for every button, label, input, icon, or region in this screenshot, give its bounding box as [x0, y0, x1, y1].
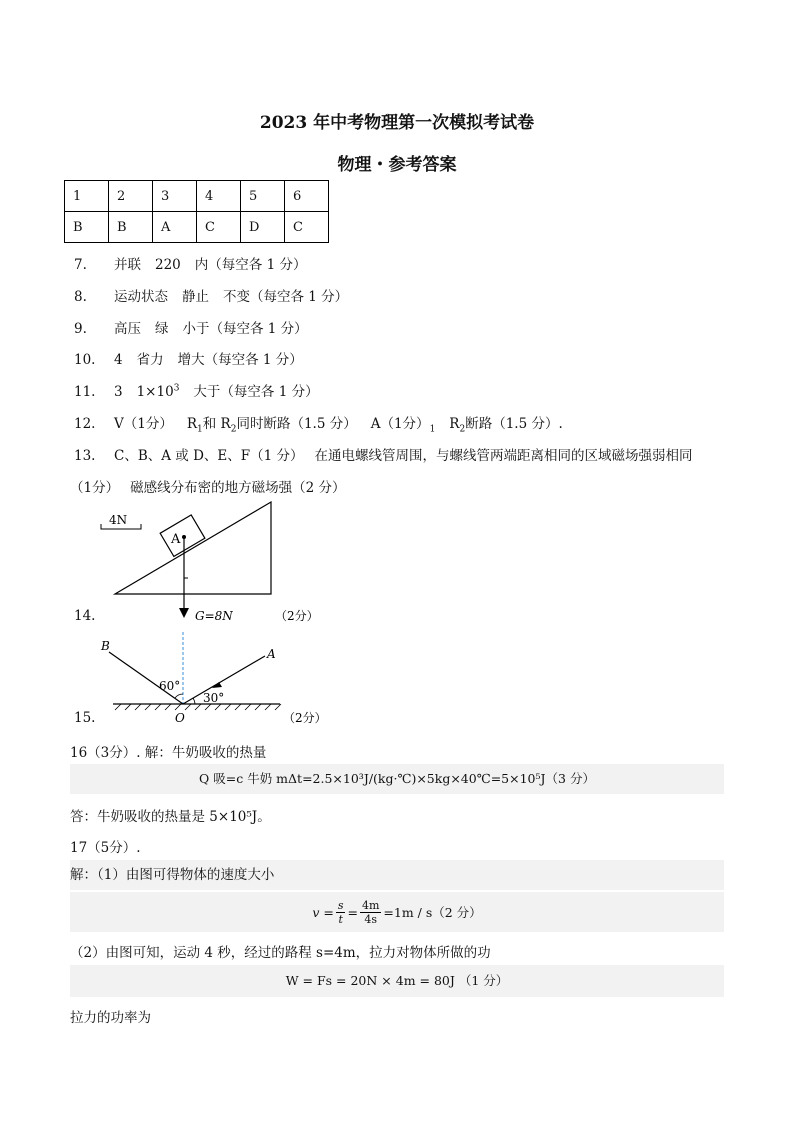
mirror-hatching — [115, 704, 281, 710]
table-cell: D — [241, 212, 285, 243]
q16-formula: Q 吸=c 牛奶 mΔt=2.5×10³J/(kg·℃)×5kg×40℃=5×10⁵J（3 分） — [70, 764, 724, 794]
answer-blank: 增大（每空各 1 分） — [177, 352, 303, 368]
exam-title: 2023 年中考物理第一次模拟考试卷 — [259, 113, 535, 133]
q17-solution-1: 解：（1）由图可得物体的速度大小 — [70, 860, 724, 890]
q16-heading: 16（3分）. 解：牛奶吸收的热量 — [70, 745, 267, 761]
answer-blank: 3 — [114, 384, 123, 400]
inclined-plane-diagram — [95, 498, 395, 628]
angle-30-label: 30° — [203, 691, 225, 705]
q17-heading: 17（5分）. — [70, 840, 141, 856]
subscript: 1 — [197, 424, 203, 435]
question-number: 8. — [74, 289, 87, 305]
answer-blank: 并联 — [114, 257, 141, 273]
answer-q12 — [74, 412, 563, 435]
angle-60-label: 60° — [159, 679, 181, 693]
table-cell: B — [109, 212, 153, 243]
incident-arrowhead — [212, 682, 222, 688]
question-number: 11. — [74, 384, 96, 400]
question-number: 13. — [74, 448, 96, 464]
answer-blank: 省力 — [136, 352, 164, 368]
answer-blank: 220 — [155, 257, 181, 273]
reflected-ray — [109, 652, 183, 704]
multiple-choice-answer-table — [64, 180, 329, 243]
table-cell: 2 — [109, 181, 153, 212]
block-label: A — [171, 532, 181, 547]
answer-q7 — [74, 253, 306, 273]
answer-blank: 1×10 — [136, 384, 174, 400]
answer-q8 — [74, 285, 348, 305]
numerator: 4m — [361, 898, 380, 912]
answer-text: R — [449, 416, 460, 432]
table-cell: 3 — [153, 181, 197, 212]
gravity-label: G=8N — [195, 609, 233, 623]
answer-blank: 不变（每空各 1 分） — [223, 289, 349, 305]
answer-blank: 4 — [114, 352, 123, 368]
table-row-answers — [65, 212, 329, 243]
answer-text: 和 R — [202, 416, 231, 432]
formula-text: =1m / s（2 分） — [383, 905, 482, 920]
answer-subtitle: 物理・参考答案 — [337, 155, 457, 175]
table-cell: 4 — [197, 181, 241, 212]
point-o-label: O — [175, 711, 185, 725]
answer-blank: 绿 — [155, 321, 169, 337]
table-cell: 6 — [285, 181, 329, 212]
answer-text: 同时断路（1.5 分） — [236, 416, 357, 432]
table-cell: C — [285, 212, 329, 243]
question-number: 10. — [74, 352, 96, 368]
answer-text: R — [186, 416, 198, 432]
denominator: 4s — [364, 912, 378, 926]
table-row-numbers — [65, 181, 329, 212]
table-cell: B — [65, 212, 109, 243]
point-b-label: B — [101, 639, 110, 653]
q16-answer: 答：牛奶吸收的热量是 5×10⁵J。 — [70, 809, 271, 825]
answer-blank: V（1分） — [114, 416, 173, 432]
answer-blank: 运动状态 — [114, 289, 168, 305]
angle-arc-60 — [175, 694, 183, 698]
subscript: 2 — [230, 424, 237, 435]
answer-blank: 静止 — [182, 289, 209, 305]
q17-velocity-formula — [70, 892, 724, 932]
answer-blank: 小于（每空各 1 分） — [182, 321, 308, 337]
question-number: 7. — [74, 257, 87, 273]
subscript: 1 — [429, 424, 436, 435]
answer-q13-line2: （1分） 磁感线分布密的地方磁场强（2 分） — [70, 480, 346, 496]
score-label: （2分） — [283, 711, 327, 725]
answer-q10 — [74, 348, 303, 368]
formula-text: v = — [312, 904, 334, 920]
fraction-values — [360, 899, 381, 926]
answer-blank: 高压 — [114, 321, 141, 337]
numerator: s — [337, 898, 344, 912]
answer-blank: 大于（每空各 1 分） — [193, 384, 319, 400]
q17-power-text: 拉力的功率为 — [70, 1010, 151, 1026]
question-number: 9. — [74, 321, 87, 337]
table-cell: 5 — [241, 181, 285, 212]
reflection-diagram — [95, 632, 355, 727]
incline-triangle — [115, 502, 271, 594]
answer-q11 — [74, 380, 319, 400]
score-label: （2分） — [275, 609, 319, 623]
question-number-14: 14. — [74, 608, 96, 624]
table-cell: 1 — [65, 181, 109, 212]
scale-label: 4N — [109, 513, 128, 527]
fraction-s-over-t — [336, 899, 346, 926]
angle-arc-30 — [193, 698, 195, 704]
point-a-label: A — [267, 647, 276, 661]
answer-text: 断路（1.5 分）. — [465, 416, 563, 432]
exponent: 3 — [173, 383, 180, 394]
denominator: t — [338, 912, 343, 926]
q17-solution-2: （2）由图可知，运动 4 秒，经过的路程 s=4m，拉力对物体所做的功 — [70, 945, 491, 961]
question-number-15: 15. — [74, 710, 96, 726]
q17-work-formula: W = Fs = 20N × 4m = 80J （1 分） — [70, 965, 724, 997]
question-number: 12. — [74, 416, 96, 432]
table-cell: C — [197, 212, 241, 243]
formula-text: = — [347, 904, 358, 920]
table-cell: A — [153, 212, 197, 243]
gravity-arrowhead — [179, 608, 189, 618]
subscript: 2 — [459, 424, 466, 435]
answer-q13-line1 — [74, 444, 693, 464]
answer-blank: A（1分） — [370, 416, 430, 432]
answer-blank: 内（每空各 1 分） — [194, 257, 307, 273]
answer-text: C、B、A 或 D、E、F（1 分） 在通电螺线管周围，与螺线管两端距离相同的区域磁场强弱相同 — [114, 448, 693, 464]
answer-q9 — [74, 317, 308, 337]
